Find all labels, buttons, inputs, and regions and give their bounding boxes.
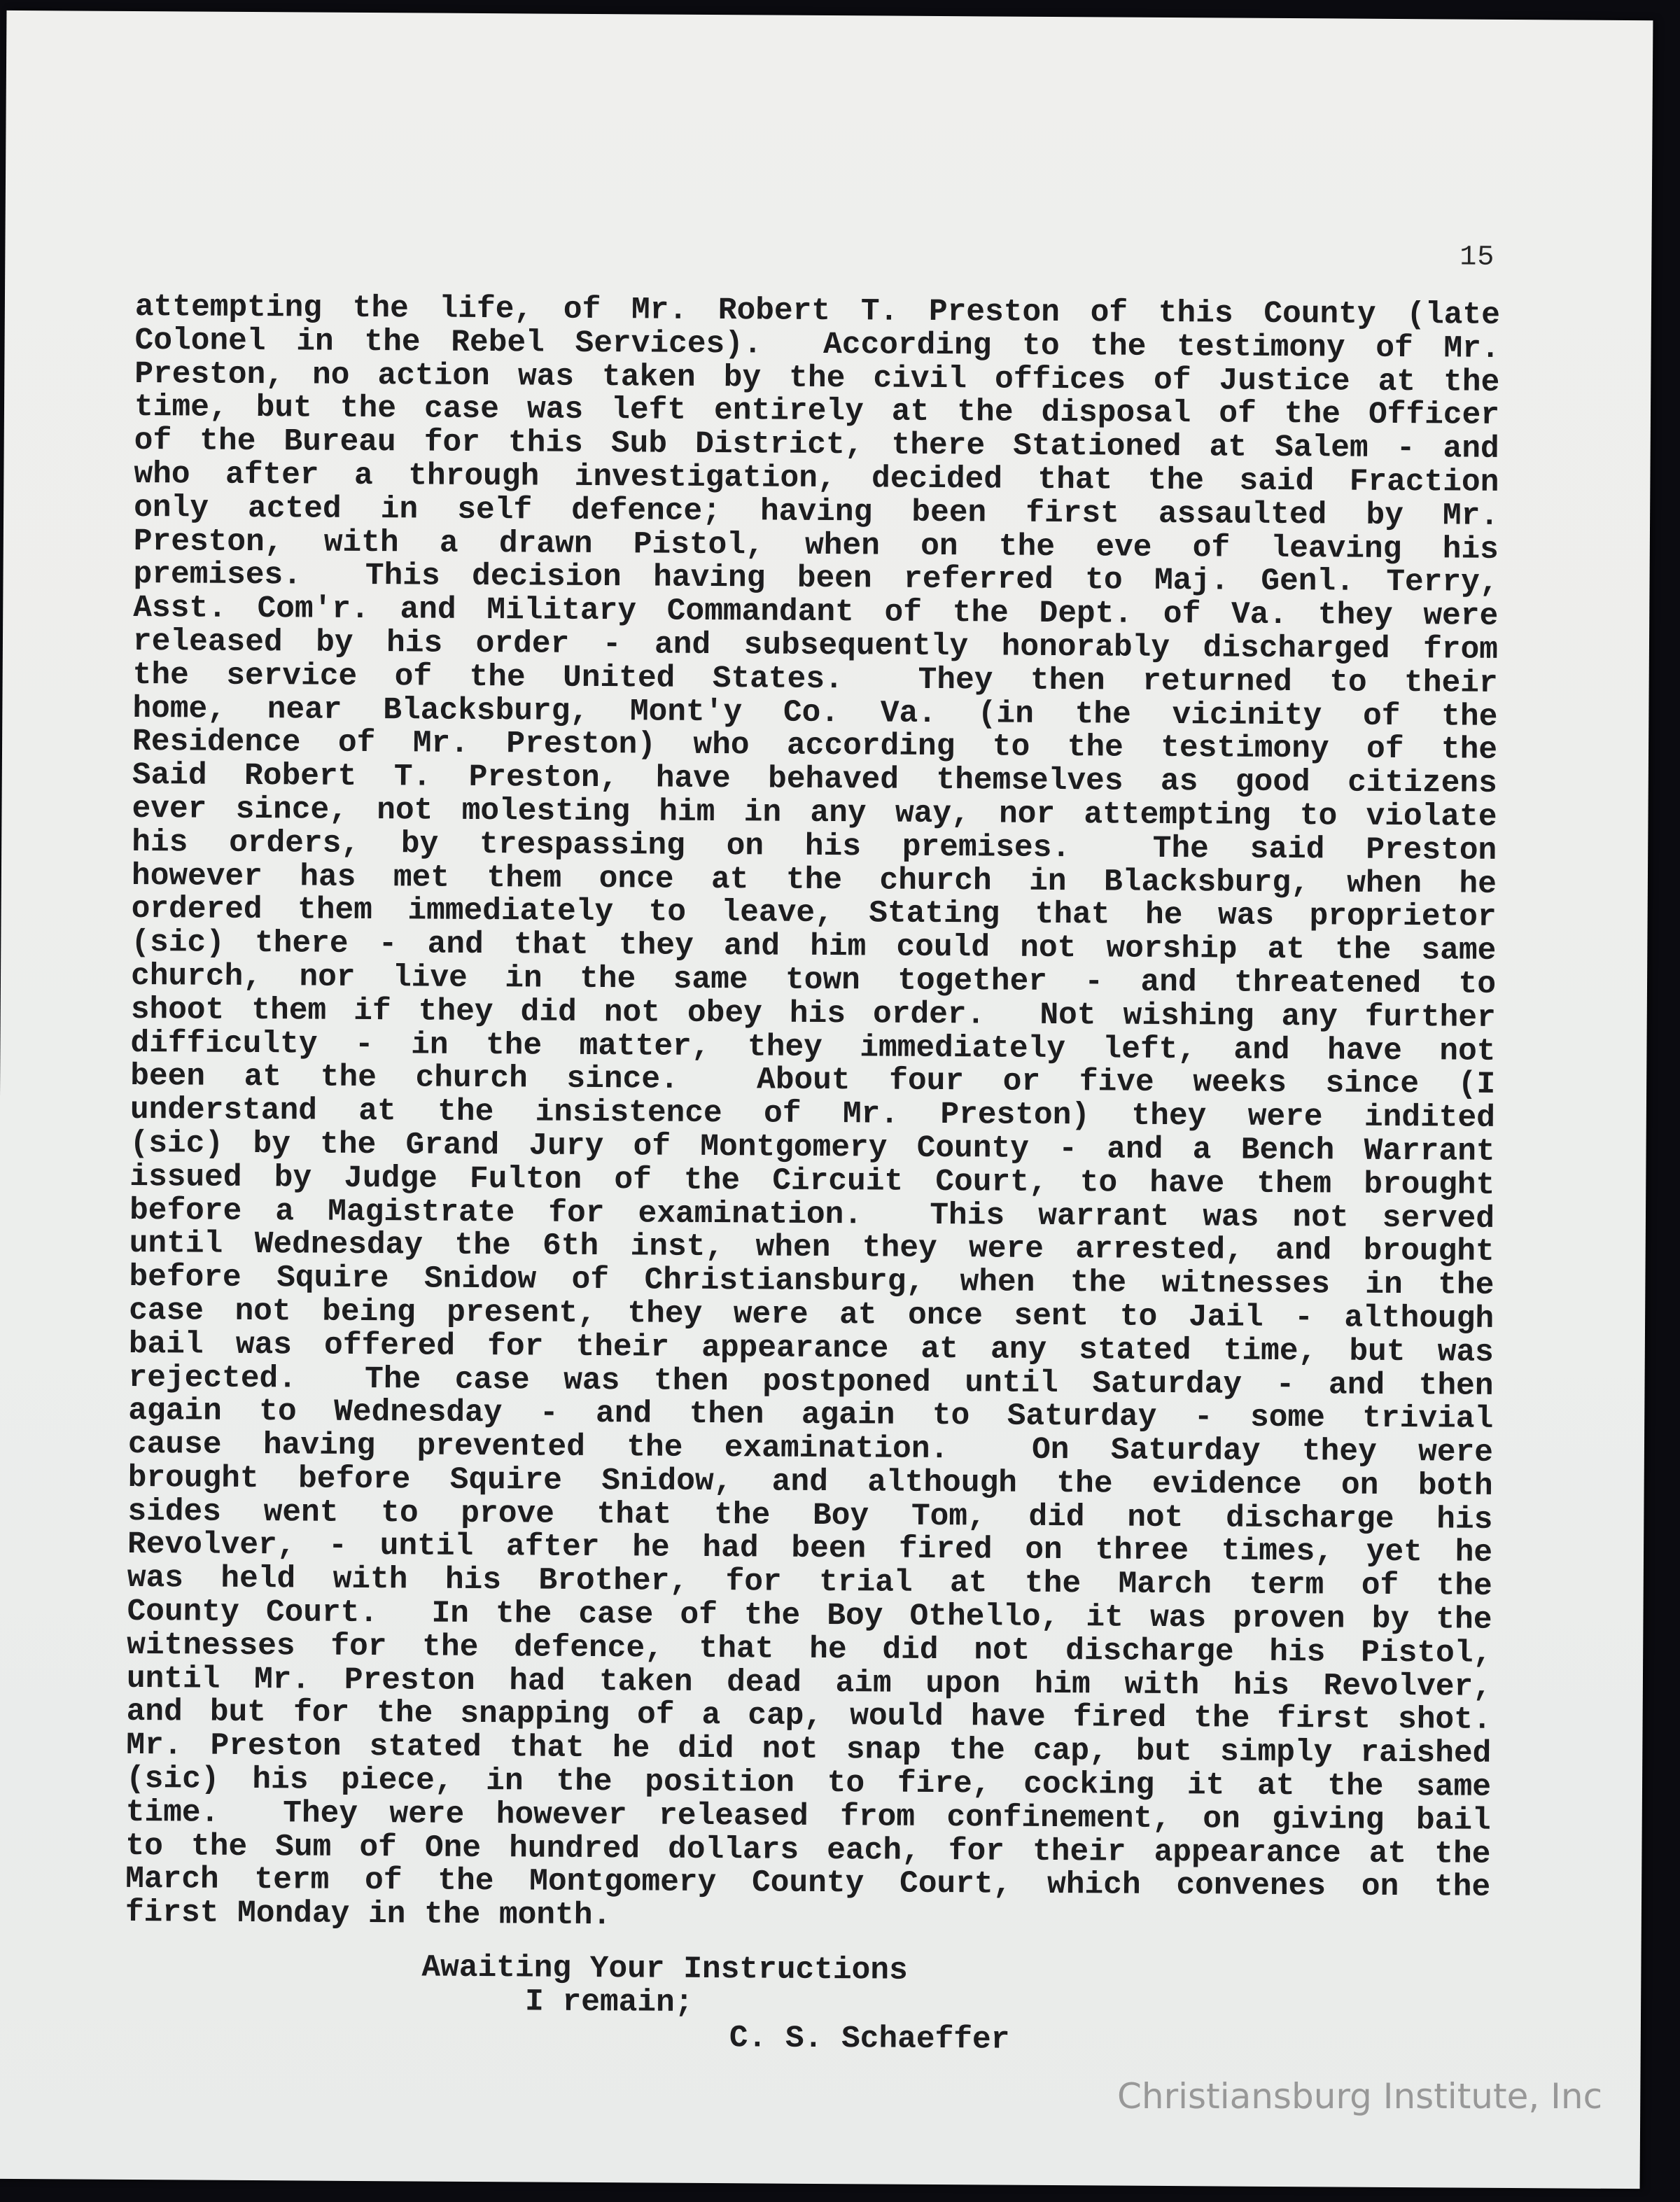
letter-body [125, 291, 1500, 1939]
letter-line: (sic) there - and that they and him could not worship at the same [131, 925, 1497, 969]
letter-line: March term of the Montgomery County Court, which convenes on the [125, 1862, 1491, 1906]
letter-line: understand at the insistence of Mr. Preston) they were indited [130, 1093, 1496, 1136]
letter-line: bail was offered for their appearance at any stated time, but was [128, 1326, 1494, 1370]
letter-line: been at the church since. About four or five weeks since (I [130, 1059, 1496, 1103]
letter-line: cause having prevented the examination. On Saturday they were [127, 1427, 1494, 1471]
letter-line: Preston, no action was taken by the civil offices of Justice at the [134, 356, 1500, 400]
letter-line: premises. This decision having been referred to Maj. Genl. Terry, [133, 557, 1499, 601]
document-page [0, 10, 1653, 2189]
letter-line: brought before Squire Snidow, and although the evidence on both [127, 1460, 1493, 1504]
letter-line: sides went to prove that the Boy Tom, did not discharge his [127, 1494, 1493, 1538]
letter-line: time. They were however released from confinement, on giving bail [125, 1795, 1491, 1839]
letter-line: before a Magistrate for examination. This warrant was not served [129, 1193, 1495, 1237]
letter-line: Asst. Com'r. and Military Commandant of the Dept. of Va. they were [133, 591, 1499, 635]
letter-line: until Wednesday the 6th inst, when they were arrested, and brought [129, 1226, 1494, 1270]
letter-line: only acted in self defence; having been first assaulted by Mr. [133, 490, 1499, 534]
letter-line: before Squire Snidow of Christiansburg, when the witnesses in the [129, 1260, 1494, 1303]
letter-line: shoot them if they did not obey his order. Not wishing any further [130, 992, 1496, 1036]
letter-line: Preston, with a drawn Pistol, when on the eve of leaving his [133, 524, 1499, 568]
letter-line: Residence of Mr. Preston) who according to the testimony of the [132, 724, 1498, 769]
letter-line: rejected. The case was then postponed until Saturday - and then [128, 1360, 1494, 1404]
letter-line: home, near Blacksburg, Mont'y Co. Va. (in the vicinity of the [132, 691, 1498, 735]
watermark-text: Christiansburg Institute, Inc [1117, 2076, 1603, 2117]
letter-line: of the Bureau for this Sub District, there Stationed at Salem - and [134, 423, 1499, 468]
closing-awaiting-instructions: Awaiting Your Instructions [421, 1950, 908, 1989]
letter-line: ordered them immediately to leave, Stating that he was proprietor [131, 892, 1497, 936]
letter-line: and but for the snapping of a cap, would have fired the first shot. [126, 1695, 1492, 1739]
letter-line: church, nor live in the same town together - and threatened to [130, 958, 1497, 1002]
letter-line: Revolver, - until after he had been fired on three times, yet he [127, 1527, 1493, 1571]
letter-line: case not being present, they were at once sent to Jail - although [128, 1293, 1494, 1337]
letter-line: to the Sum of One hundred dollars each, for their appearance at the [125, 1828, 1491, 1872]
letter-line: Said Robert T. Preston, have behaved themselves as good citizens [132, 758, 1497, 802]
letter-line: ever since, not molesting him in any way, nor attempting to violate [132, 791, 1497, 835]
letter-line: witnesses for the defence, that he did not discharge his Pistol, [127, 1627, 1492, 1671]
signature: C. S. Schaeffer [729, 2021, 1010, 2058]
letter-line: difficulty - in the matter, they immediately left, and have not [130, 1025, 1496, 1070]
letter-line: attempting the life, of Mr. Robert T. Preston of this County (late [134, 289, 1501, 333]
letter-line: his orders, by trespassing on his premises. The said Preston [132, 825, 1497, 869]
letter-line: County Court. In the case of the Boy Othello, it was proven by the [127, 1594, 1492, 1638]
letter-line: issued by Judge Fulton of the Circuit Court, to have them brought [130, 1159, 1495, 1203]
letter-line: Colonel in the Rebel Services). According to the testimony of Mr. [134, 323, 1500, 367]
letter-line: (sic) his piece, in the position to fire, cocking it at the same [125, 1761, 1492, 1805]
letter-line: was held with his Brother, for trial at the March term of the [127, 1561, 1492, 1605]
letter-line: however has met them once at the church in Blacksburg, when he [131, 858, 1497, 902]
letter-line: the service of the United States. They then returned to their [132, 657, 1498, 701]
letter-line: first Monday in the month. [125, 1895, 612, 1934]
letter-line: again to Wednesday - and then again to Saturday - some trivial [128, 1394, 1494, 1438]
closing-i-remain: I remain; [524, 1984, 694, 2021]
letter-line: time, but the case was left entirely at the disposal of the Officer [134, 390, 1500, 434]
letter-line: who after a through investigation, decided that the said Fraction [134, 456, 1499, 500]
letter-line: (sic) by the Grand Jury of Montgomery County - and a Bench Warrant [130, 1125, 1495, 1170]
page-number: 15 [1460, 241, 1495, 274]
letter-line: released by his order - and subsequently honorably discharged from [132, 624, 1499, 668]
letter-line: until Mr. Preston had taken dead aim upon him with his Revolver, [126, 1661, 1492, 1705]
letter-line: Mr. Preston stated that he did not snap the cap, but simply raished [126, 1728, 1492, 1772]
